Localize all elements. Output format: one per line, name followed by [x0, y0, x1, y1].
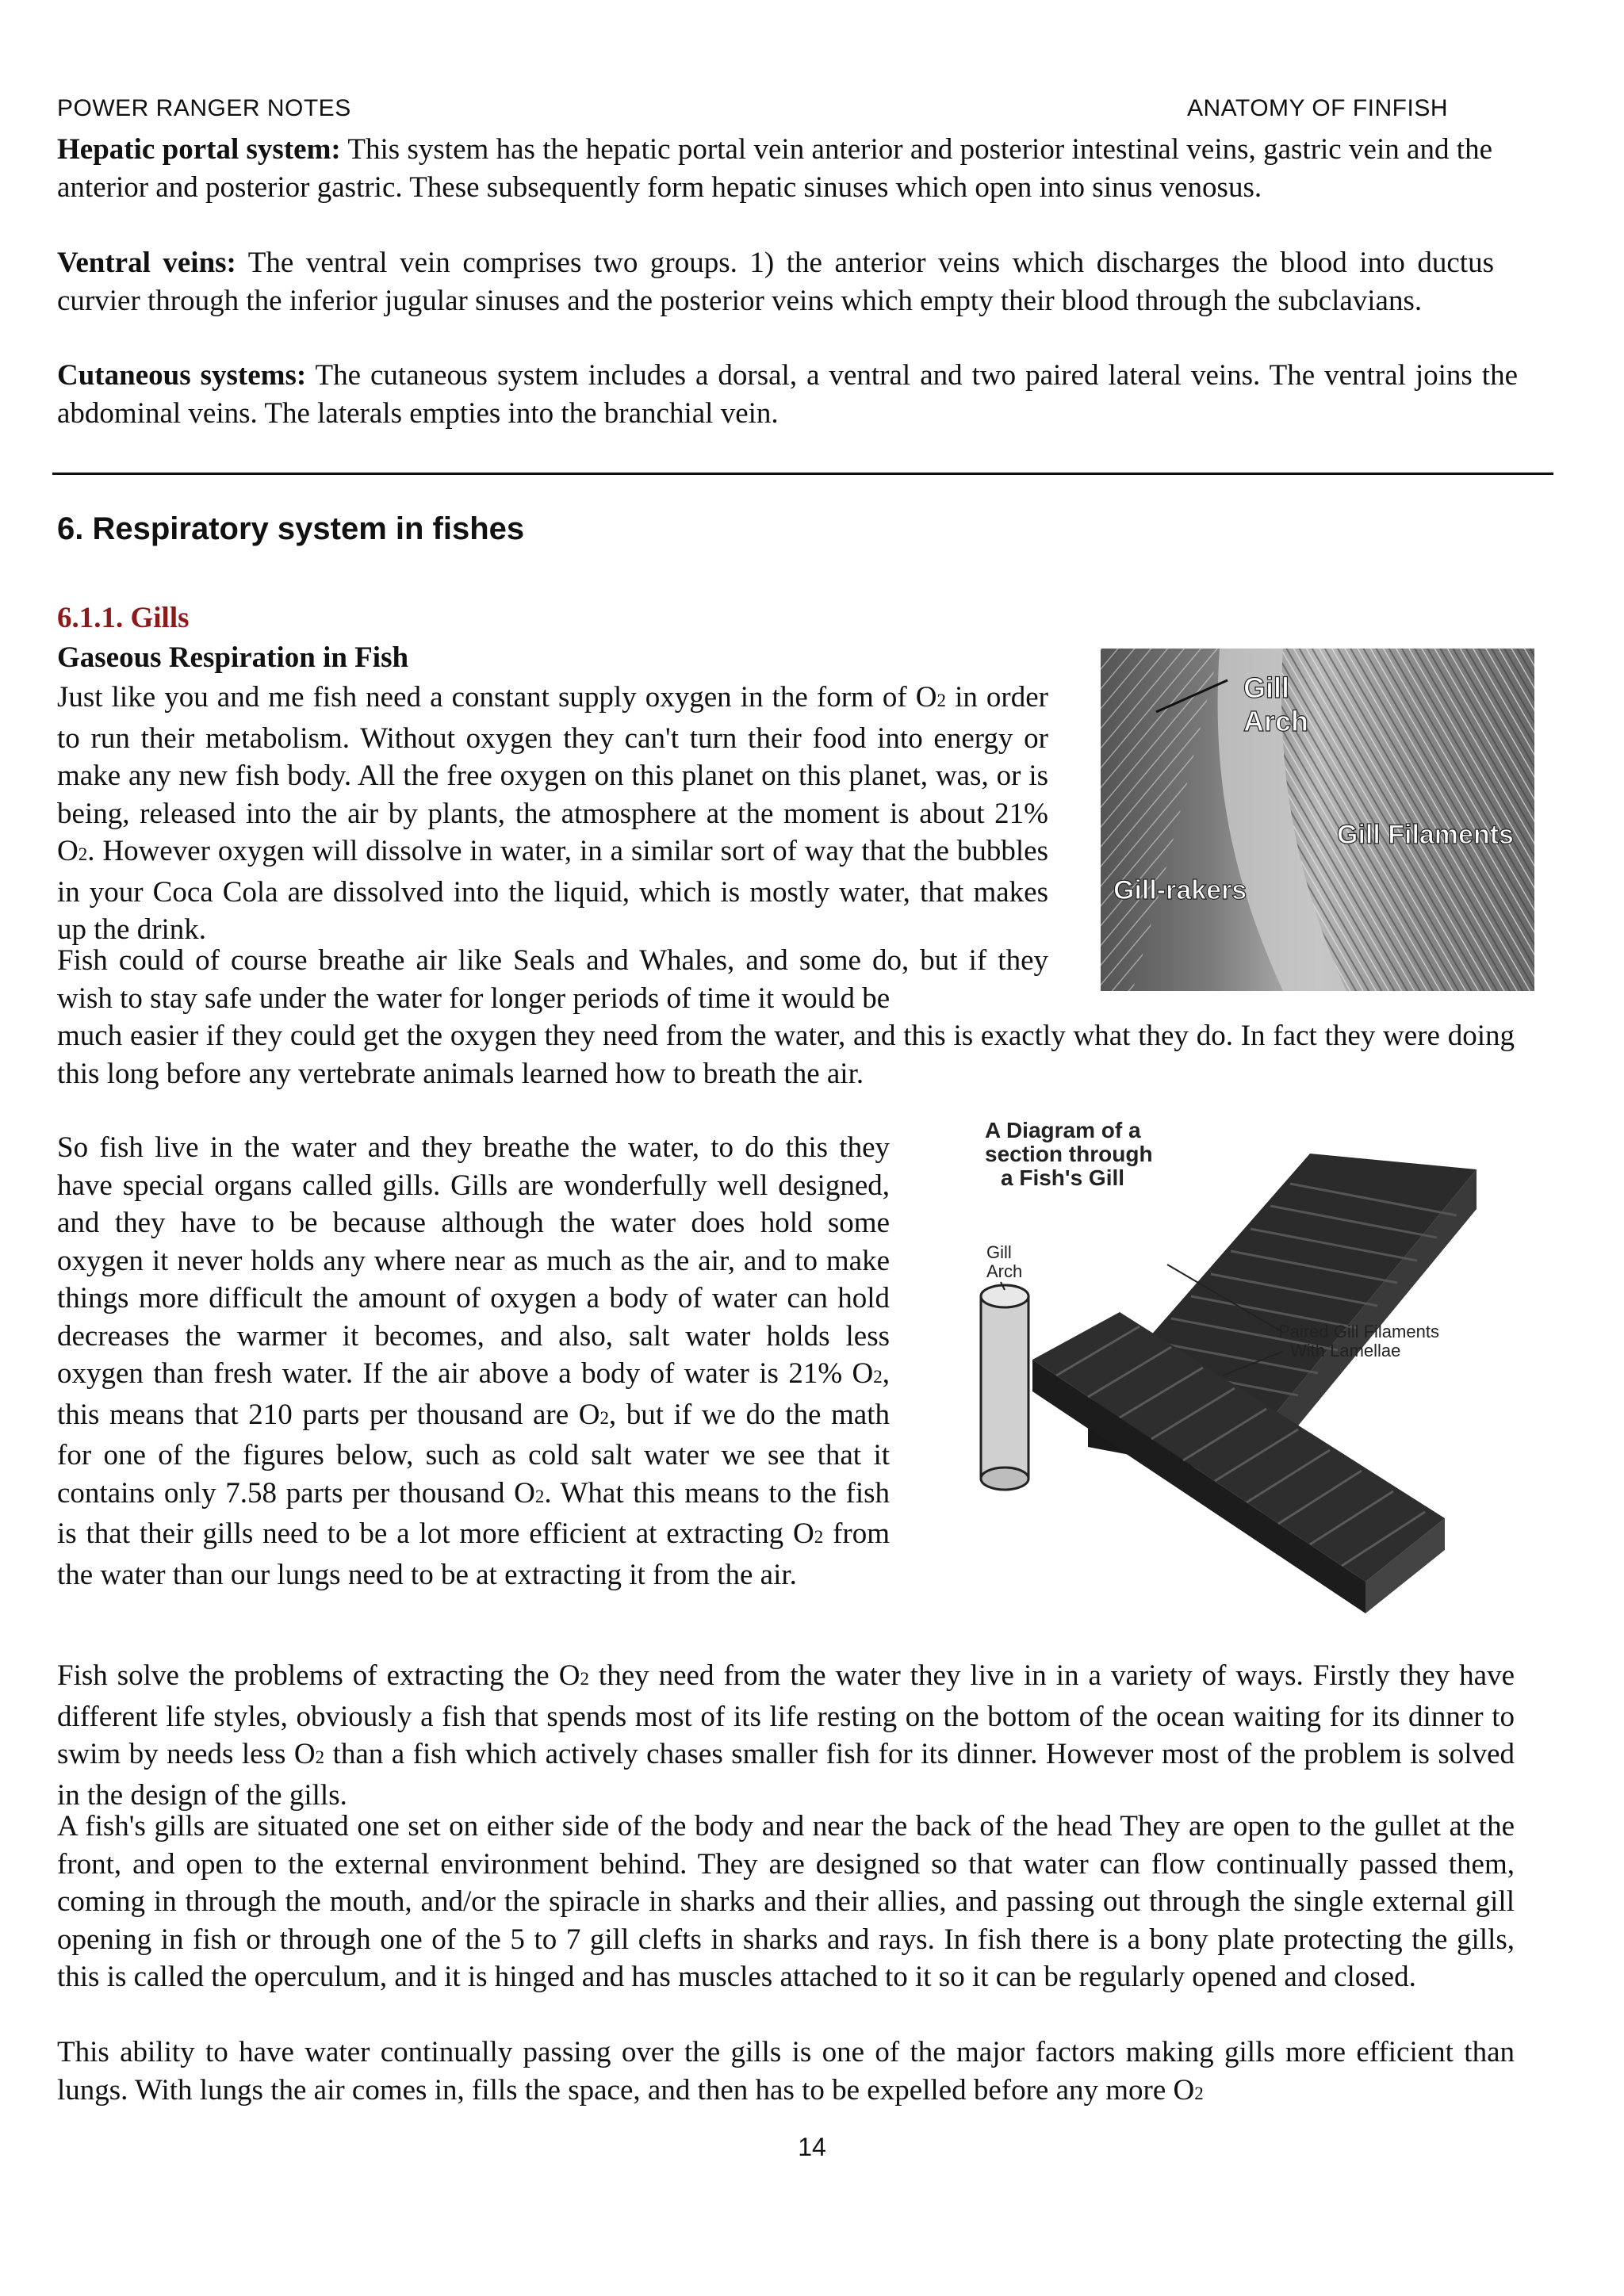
subscript: 2 — [814, 1527, 824, 1547]
p1-part: Just like you and me fish need a constant supply oxygen in the form of O — [57, 681, 937, 714]
diagram-caption-line-1: A Diagram of a — [985, 1118, 1141, 1142]
cutaneous-text: The cutaneous system includes a dorsal, a ventral and two paired lateral veins. The ventral joins the abdominal veins. The laterals empties into the branchial vein. — [57, 359, 1518, 430]
hepatic-paragraph — [57, 131, 1492, 206]
gill-section-diagram — [969, 1106, 1492, 1613]
subsection-title: 6.1.1. Gills — [57, 602, 190, 634]
subscript: 2 — [315, 1747, 325, 1767]
paragraph-solve-problems — [57, 1657, 1515, 1814]
label-gill-rakers: Gill-rakers — [1113, 875, 1247, 905]
hepatic-text: This system has the hepatic portal vein anterior and posterior intestinal veins, gastric vein and the anterior and posterior gastric. These subsequently form hepatic sinuses which open into sinus venosus. — [57, 133, 1492, 204]
ventral-label: Ventral veins: — [57, 247, 236, 279]
diagram-caption-line-2: section through — [985, 1142, 1153, 1166]
p1-part: . However oxygen will dissolve in water, in a similar sort of way that the bubbles in your Coca Cola are dissolved into the liquid, which is mostly water, that makes up the drink. — [57, 835, 1048, 946]
p3-part: , but if we do the math for one of the figures below, such as cold salt water we see that it contains only 7.58 parts per thousand O — [57, 1398, 890, 1510]
gill-arch-cylinder — [981, 1285, 1028, 1490]
diagram-caption-line-3: a Fish's Gill — [1001, 1165, 1125, 1190]
p3-part: So fish live in the water and they breathe the water, to do this they have special organs called gills. Gills are wonderfully well designed, and they have to be because although the water does hold some oxygen it never holds any where near as much as the air, and to make things more difficult the amount of oxygen a body of water can hold decreases the warmer it becomes, and also, salt water holds less oxygen than fresh water. If the air above a body of water is 21% O — [57, 1131, 890, 1390]
p4-part: Fish solve the problems of extracting the O — [57, 1659, 580, 1692]
running-header-right: ANATOMY OF FINFISH — [1186, 95, 1448, 121]
subscript: 2 — [580, 1669, 589, 1689]
hepatic-label: Hepatic portal system: — [57, 133, 341, 166]
label-gill-arch-2: Arch — [1243, 705, 1309, 737]
p3-part: from the water than our lungs need to be at extracting it from the air. — [57, 1517, 890, 1591]
p3-part: . What this means to the fish is that their gills need to be a lot more efficient at extracting O — [57, 1476, 890, 1550]
p4-part: than a fish which actively chases smaller fish for its dinner. However most of the problem is solved in the design of the gills. — [57, 1738, 1515, 1812]
p3-part: , this means that 210 parts per thousand are O — [57, 1357, 890, 1431]
subscript: 2 — [936, 691, 946, 710]
diagram-label-filaments-1: Paired Gill Filaments — [1278, 1322, 1439, 1341]
subscript: 2 — [534, 1486, 545, 1506]
p1-part: in order to run their metabolism. Without oxygen they can't turn their food into energy or make any new fish body. All the free oxygen on this planet on this planet, was, or is being, released into the air by plants, the atmosphere at the moment is about 21% O — [57, 681, 1048, 867]
diagram-label-gill-arch-1: Gill — [986, 1242, 1012, 1262]
section-title: 6. Respiratory system in fishes — [57, 511, 525, 546]
gill-photo-figure — [1101, 649, 1534, 991]
paragraph-breathe-air-a: Fish could of course breathe air like Seals and Whales, and some do, but if they wish to stay safe under the water for longer periods of time it would be — [57, 944, 1048, 1015]
diagram-label-gill-arch-2: Arch — [986, 1261, 1023, 1281]
paragraph-oxygen-supply — [57, 679, 1048, 949]
subscript: 2 — [1194, 2083, 1204, 2103]
cutaneous-label: Cutaneous systems: — [57, 359, 307, 392]
paragraph-breathe-air-b: much easier if they could get the oxygen they need from the water, and this is exactly what they do. In fact they were doing this long before any vertebrate animals learned how to breath the air. — [57, 1020, 1515, 1090]
subscript: 2 — [599, 1407, 609, 1428]
label-gill-arch-1: Gill — [1243, 672, 1290, 704]
paragraph-continuous-flow — [57, 2034, 1515, 2112]
subheading: Gaseous Respiration in Fish — [57, 641, 409, 674]
subscript: 2 — [78, 844, 88, 864]
page-number: 14 — [798, 2133, 826, 2161]
section-divider — [52, 473, 1553, 475]
ventral-text: The ventral vein comprises two groups. 1) the anterior veins which discharges the blood into ductus curvier through the inferior jugular sinuses and the posterior veins which empty their blood through the subclavians. — [57, 247, 1494, 317]
paragraph-gill-position: A fish's gills are situated one set on either side of the body and near the back of the head They are open to the gullet at the front, and open to the external environment behind. They are designed so that water can flow continually passed them, coming in through the mouth, and/or the spiracle in sharks and their allies, and passing out through the single external gill opening in fish or through one of the 5 to 7 gill clefts in sharks and rays. In fish there is a bony plate protecting the gills, this is called the operculum, and it is hinged and has muscles attached to it so it can be regularly opened and closed. — [57, 1810, 1515, 1993]
paragraph-gills-design — [57, 1129, 890, 1594]
diagram-label-filaments-2: With Lamellae — [1290, 1341, 1401, 1360]
p6-part: This ability to have water continually passing over the gills is one of the major factors making gills more efficient than lungs. With lungs the air comes in, fills the space, and then has to be expelled before any more O — [57, 2036, 1515, 2107]
subscript: 2 — [873, 1367, 883, 1387]
label-gill-filaments: Gill Filaments — [1337, 820, 1514, 850]
ventral-paragraph — [57, 244, 1494, 320]
cutaneous-paragraph — [57, 357, 1518, 432]
running-header-left: POWER RANGER NOTES — [57, 95, 351, 121]
p4-part: they need from the water they live in in a variety of ways. Firstly they have different life styles, obviously a fish that spends most of its life resting on the bottom of the ocean waiting for its dinner to swim by needs less O — [57, 1659, 1515, 1770]
